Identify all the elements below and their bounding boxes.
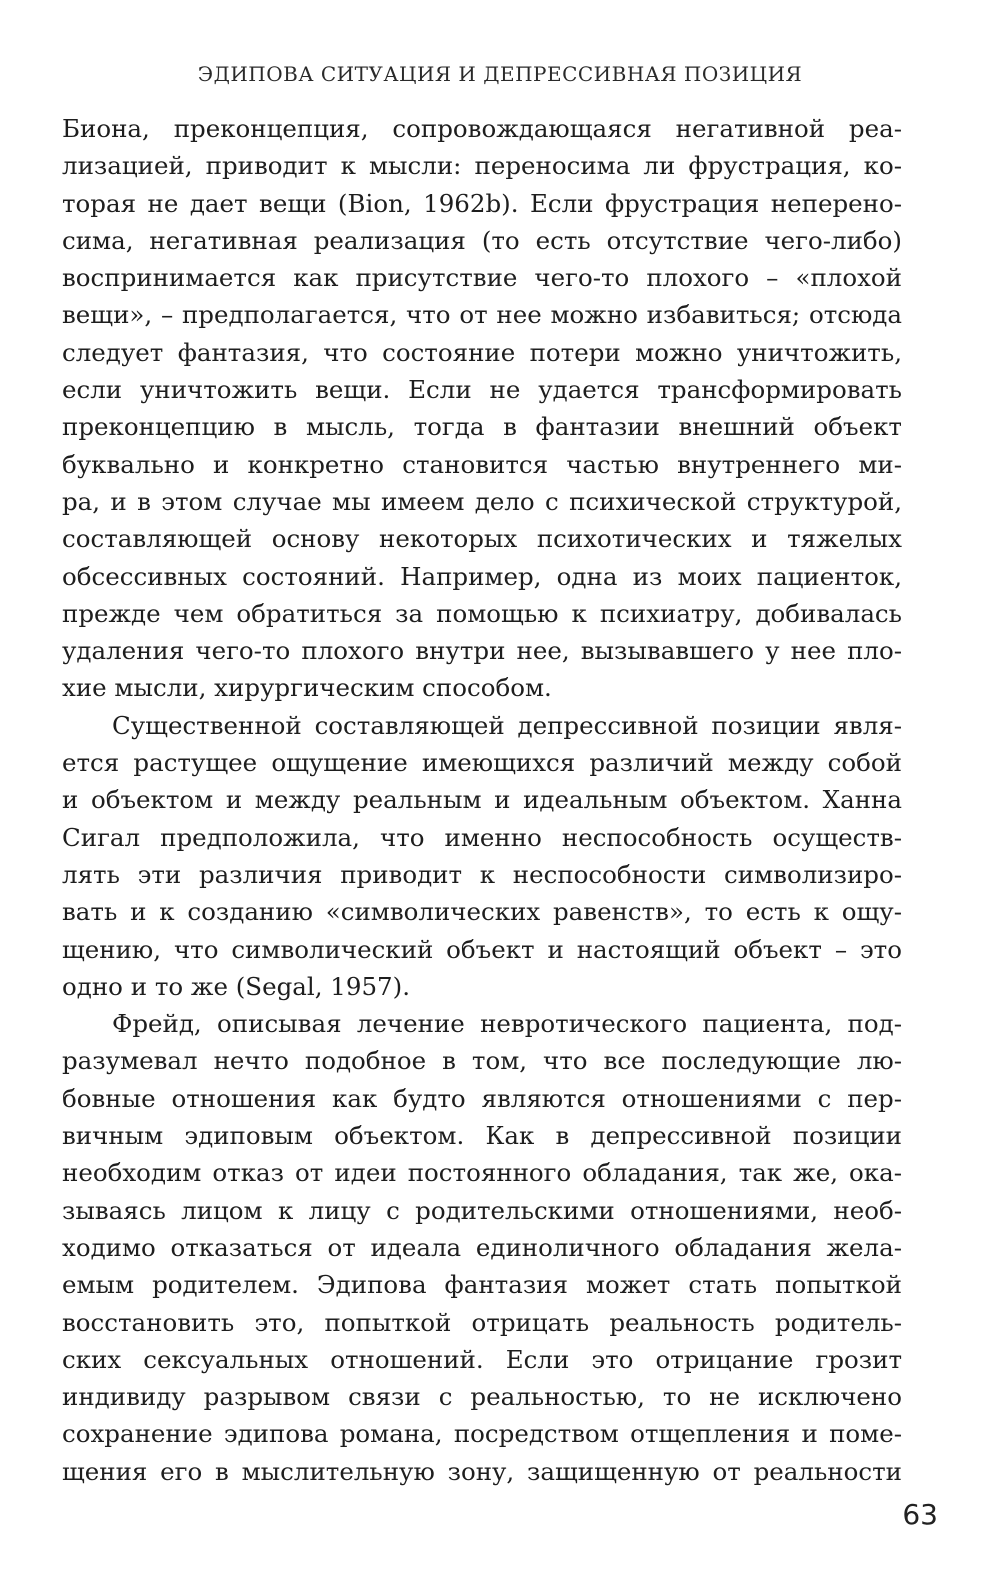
text-line: обсессивных состояний. Например, одна из моих пациенток, <box>62 561 902 591</box>
text-line: следует фантазия, что состояние потери можно уничтожить, <box>62 337 902 367</box>
body-text <box>62 110 902 1490</box>
text-line: сохранение эдипова романа, посредством отщепления и поме- <box>62 1419 902 1449</box>
text-line: сима, негативная реализация (то есть отсутствие чего-либо) <box>62 225 902 255</box>
text-line: разумевал нечто подобное в том, что все последующие лю- <box>62 1046 902 1076</box>
text-line: воспринимается как присутствие чего-то плохого – «плохой <box>62 263 902 293</box>
text-line: лять эти различия приводит к неспособности символизиро- <box>62 859 902 889</box>
text-line: торая не дает вещи (Bion, 1962b). Если фрустрация неперено- <box>62 188 902 218</box>
text-line: ходимо отказаться от идеала единоличного обладания жела- <box>62 1232 902 1262</box>
text-line: если уничтожить вещи. Если не удается трансформировать <box>62 375 902 405</box>
text-line: Биона, преконцепция, сопровождающаяся негативной реа- <box>62 114 902 143</box>
text-line: необходим отказ от идеи постоянного обладания, так же, ока- <box>62 1158 902 1188</box>
page-number: 63 <box>902 1498 938 1531</box>
text-line: Сигал предположила, что именно неспособность осуществ- <box>62 822 902 852</box>
text-line: ра, и в этом случае мы имеем дело с психической структурой, <box>62 486 902 516</box>
text-line: ется растущее ощущение имеющихся различий между собой <box>62 748 902 778</box>
text-line: буквально и конкретно становится частью внутреннего ми- <box>62 449 902 479</box>
text-line: вичным эдиповым объектом. Как в депрессивной позиции <box>62 1121 902 1151</box>
text-line: лизацией, приводит к мысли: переносима ли фрустрация, ко- <box>62 151 902 181</box>
text-line: преконцепцию в мысль, тогда в фантазии внешний объект <box>62 412 902 442</box>
paragraph-start-line: Фрейд, описывая лечение невротического пациента, под- <box>112 1009 902 1039</box>
text-line: щению, что символический объект и настоящий объект – это <box>62 934 902 964</box>
running-head: ЭДИПОВА СИТУАЦИЯ И ДЕПРЕССИВНАЯ ПОЗИЦИЯ <box>197 62 803 86</box>
text-line: индивиду разрывом связи с реальностью, то не исключено <box>62 1382 902 1412</box>
text-line: и объектом и между реальным и идеальным объектом. Ханна <box>62 785 902 815</box>
text-line: составляющей основу некоторых психотических и тяжелых <box>62 524 902 554</box>
text-line: удаления чего-то плохого внутри нее, вызывавшего у нее пло- <box>62 636 902 666</box>
text-line: емым родителем. Эдипова фантазия может стать попыткой <box>62 1270 902 1300</box>
text-line: вещи», – предполагается, что от нее можно избавиться; отсюда <box>62 300 902 330</box>
text-line: прежде чем обратиться за помощью к психиатру, добивалась <box>62 598 902 628</box>
text-line: ских сексуальных отношений. Если это отрицание грозит <box>62 1344 902 1374</box>
text-line: бовные отношения как будто являются отношениями с пер- <box>62 1083 902 1113</box>
text-line: восстановить это, попыткой отрицать реальность родитель- <box>62 1307 902 1337</box>
paragraph-end-line: одно и то же (Segal, 1957). <box>62 971 410 1001</box>
paragraph-start-line: Существенной составляющей депрессивной позиции явля- <box>112 710 902 740</box>
text-line: вать и к созданию «символических равенств», то есть к ощу- <box>62 897 902 927</box>
paragraph-end-line: хие мысли, хирургическим способом. <box>62 673 552 703</box>
text-line: щения его в мыслительную зону, защищенную от реальности <box>62 1456 902 1486</box>
text-line: зываясь лицом к лицу с родительскими отношениями, необ- <box>62 1195 902 1225</box>
